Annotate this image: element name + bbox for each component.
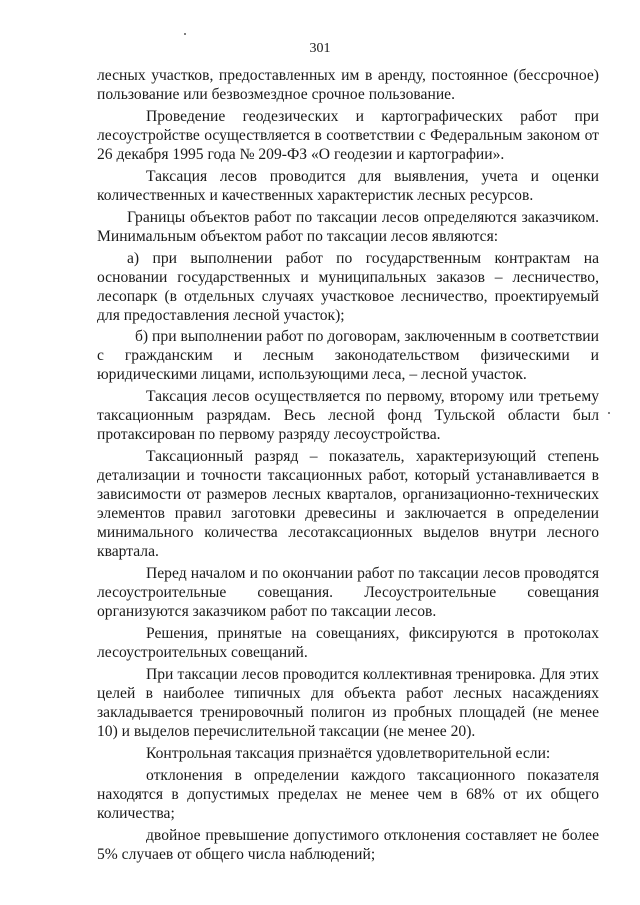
paragraph: При таксации лесов проводится коллективная тренировка. Для этих целей в наиболее типичных для объекта работ лесных насаждениях закладывается тренировочный полигон из пробных площадей (не менее 10) и выделов перечислительной таксации (не менее 20).: [97, 665, 599, 740]
paragraph: б) при выполнении работ по договорам, заключенным в соответствии с гражданским и лесным законодательством физическими и юридическими лицами, использующими леса, – лесной участок.: [97, 328, 599, 384]
paragraph: Контрольная таксация признаётся удовлетворительной если:: [146, 744, 551, 762]
paragraph: Границы объектов работ по таксации лесов определяются заказчиком. Минимальным объектом работ по таксации лесов являются:: [97, 208, 599, 245]
paragraph: Таксационный разряд – показатель, характеризующий степень детализации и точности таксационных работ, который устанавливается в зависимости от размеров лесных кварталов, организационно-технических элементов правил заготовки древесины и заключается в определении минимального количества лесотаксационных выделов внутри лесного квартала.: [97, 448, 599, 561]
paragraph: двойное превышение допустимого отклонения составляет не более 5% случаев от общего числа наблюдений;: [97, 826, 599, 863]
paragraph: Проведение геодезических и картографических работ при лесоустройстве осуществляется в соответствии с Федеральным законом от 26 декабря 1995 года № 209-ФЗ «О геодезии и картографии».: [97, 107, 599, 163]
scan-speck: [608, 412, 610, 414]
document-body: [97, 66, 599, 866]
paragraph: а) при выполнении работ по государственным контрактам на основании государственных и муниципальных заказов – лесничество, лесопарк (в отдельных случаях участковое лесничество, проектируемый для предоставления лесной участок);: [97, 249, 599, 324]
paragraph: Перед началом и по окончании работ по таксации лесов проводятся лесоустроительные совещания. Лесоустроительные совещания организуются заказчиком работ по таксации лесов.: [97, 565, 599, 621]
page-number: 301: [309, 41, 331, 56]
paragraph: Решения, принятые на совещаниях, фиксируются в протоколах лесоустроительных совещаний.: [97, 625, 599, 662]
paragraph: Таксация лесов осуществляется по первому, второму или третьему таксационным разрядам. Весь лесной фонд Тульской области был протаксирован по первому разряду лесоустройства.: [97, 388, 599, 444]
scan-speck: [184, 33, 186, 35]
paragraph: Таксация лесов проводится для выявления, учета и оценки количественных и качественных характеристик лесных ресурсов.: [97, 167, 599, 204]
paragraph: лесных участков, предоставленных им в аренду, постоянное (бессрочное) пользование или безвозмездное срочное пользование.: [97, 67, 599, 103]
paragraph: отклонения в определении каждого таксационного показателя находятся в допустимых пределах не менее чем в 68% от их общего количества;: [97, 766, 599, 822]
